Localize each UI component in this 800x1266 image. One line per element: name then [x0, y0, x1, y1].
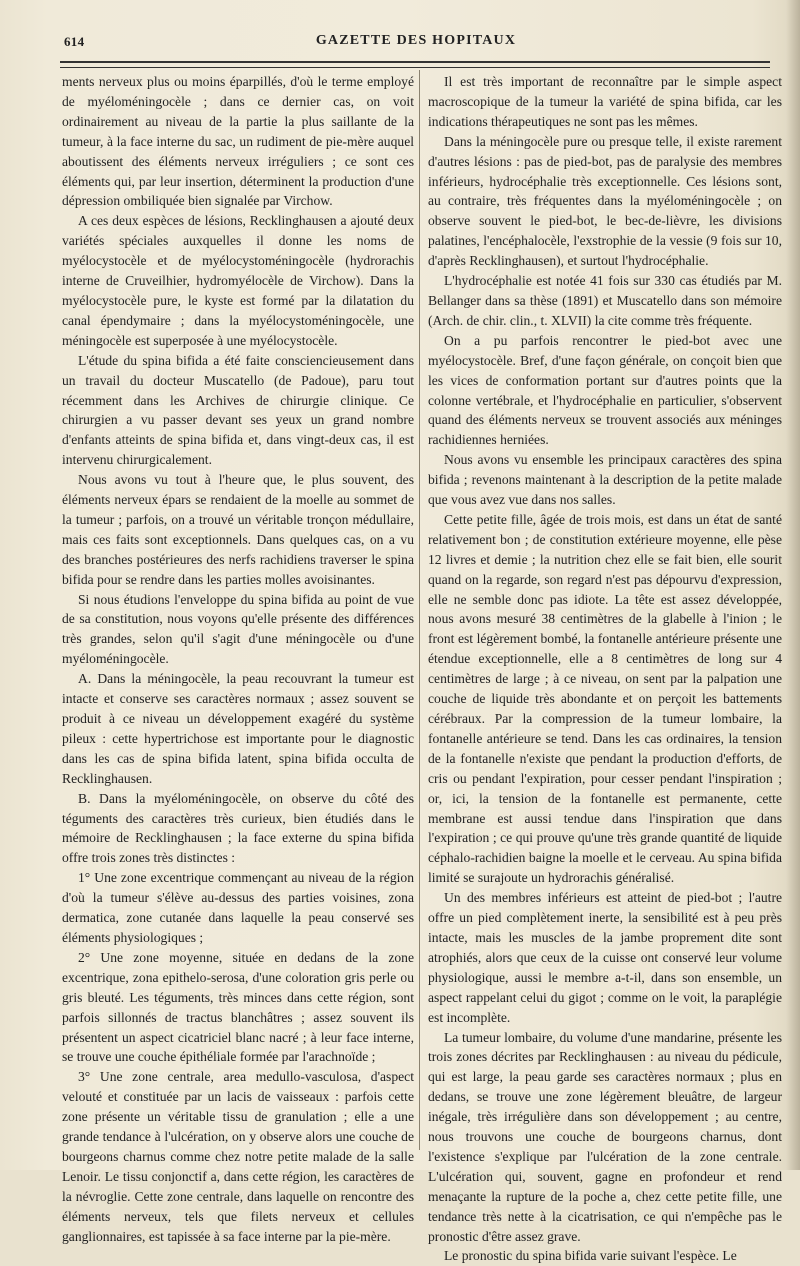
right-column [428, 72, 782, 1266]
paragraph: Nous avons vu ensemble les principaux caractères des spina bifida ; revenons maintenant à la description de la petite malade que vous avez vue dans nos salles. [428, 452, 782, 508]
paragraph: 1° Une zone excentrique commençant au niveau de la région d'où la tumeur s'élève au-dessus des parties voisines, zona dermatica, zone cutanée dans laquelle la peau conservé ses éléments physiologiques ; [62, 870, 414, 945]
page-number: 614 [64, 34, 85, 49]
page-edge-shadow [786, 0, 800, 1170]
paragraph: Nous avons vu tout à l'heure que, le plus souvent, des éléments nerveux épars se rendaient de la moelle au sommet de la tumeur ; parfois, on a trouvé un véritable tronçon médullaire, mais ces faits sont exceptionnels. Dans quelques cas, on a vu des branches postérieures des nerfs rachidiens traverser le spina bifida pour se rendre dans les parties molles avoisinantes. [62, 472, 414, 587]
paragraph: ments nerveux plus ou moins éparpillés, d'où le terme employé de myéloméningocèle ; dans ce dernier cas, on voit ordinairement au niveau de la partie la plus saillante de la tumeur, à la face interne du sac, un rudiment de pie-mère auquel aboutissent des éléments nerveux irréguliers ; ce sont ces éléments qui, par leur insertion, déterminent la production d'une dépression ombiliquée bien signalée par Virchow. [62, 74, 414, 209]
paragraph: 3° Une zone centrale, area medullo-vasculosa, d'aspect velouté et constituée par un lacis de vaisseaux : parfois cette zone présente un véritable tissu de granulation ; elle a une grande tendance à l'ulcération, on y observe alors une couche de bourgeons charnus comme chez notre petite malade de la salle Lenoir. Le tissu conjonctif a, dans cette région, les caractères de la névroglie. Cette zone centrale, dans laquelle on rencontre des éléments nerveux, tels que filets nerveux et cellules ganglionnaires, est tapissée à sa face interne par la pie-mère. [62, 1069, 414, 1244]
header-rule [60, 61, 770, 68]
paragraph: Si nous étudions l'enveloppe du spina bifida au point de vue de sa constitution, nous voyons qu'elle présente des différences très grandes, selon qu'il s'agit d'une méningocèle ou d'une myéloméningocèle. [62, 591, 414, 667]
left-column [62, 72, 414, 1246]
paragraph: L'étude du spina bifida a été faite consciencieusement dans un travail du docteur Muscatello (de Padoue), paru tout récemment dans les Archives de chirurgie clinique. Ce chirurgien a vu passer devant ses yeux un grand nombre d'enfants atteints de spina bifida et, dans vingt-deux cas, il est intervenu chirurgicalement. [62, 352, 414, 468]
running-title: GAZETTE DES HOPITAUX [315, 33, 517, 48]
paragraph: La tumeur lombaire, du volume d'une mandarine, présente les trois zones décrites par Recklinghausen : au niveau du pédicule, qui est large, la peau garde ses caractères normaux ; plus en dedans, se trouve une zone légèrement bleuâtre, de largeur inégale, très irrégulière dans son développement ; au centre, nous trouvons une couche de bourgeons charnus, dont l'existence s'explique par l'ulcération de la zone centrale. L'ulcération qui, souvent, gagne en profondeur et rend menaçante la rupture de la poche a, chez cette petite fille, une tendance très nette à la cicatrisation, ce qui n'empêche pas le pronostic d'être assez grave. [428, 1029, 782, 1244]
paragraph: L'hydrocéphalie est notée 41 fois sur 330 cas étudiés par M. Bellanger dans sa thèse (1891) et Muscatello dans son mémoire (Arch. de chir. clin., t. XLVII) la cite comme très fréquente. [428, 273, 782, 328]
paragraph: A. Dans la méningocèle, la peau recouvrant la tumeur est intacte et conserve ses caractères normaux ; assez souvent se produit à ce niveau un développement exagéré du système pileux : cette hypertrichose est importante pour le diagnostic dans les cas de spina bifida latent, spina bifida occulta de Recklinghausen. [62, 671, 414, 786]
paragraph: 2° Une zone moyenne, située en dedans de la zone excentrique, zona epithelo-serosa, d'une coloration gris perle ou gris bleuté. Les téguments, très minces dans cette région, sont parfois sillonnés de tractus blanchâtres ; assez souvent ils présentent un aspect cicatriciel blanc nacré ; à leur face interne, se trouve une couche épithéliale formée par l'arachnoïde ; [62, 949, 414, 1065]
page-header [60, 32, 772, 58]
column-divider [419, 70, 420, 1150]
paragraph: A ces deux espèces de lésions, Recklinghausen a ajouté deux variétés spéciales auxquelles il donne les noms de myélocystocèle et de myélocystoméningocèle (hydrorachis interne de Cruveilhier, hydromyélocèle de Virchow). Dans la myélocystocèle pure, le kyste est formé par la dilatation du canal épendymaire ; dans la myélocystoméningocèle, une méningocèle est superposée à une myélocystocèle. [62, 213, 414, 348]
paragraph: Dans la méningocèle pure ou presque telle, il existe rarement d'autres lésions : pas de pied-bot, pas de paralysie des membres inférieurs, hydrocéphalie très exceptionnelle. Ces lésions sont, au contraire, très fréquentes dans la myéloméningocèle ; on observe souvent le pied-bot, le bec-de-lièvre, les divisions palatines, l'encéphalocèle, l'exstrophie de la vessie (9 fois sur 10, d'après Recklinghausen), et surtout l'hydrocéphalie. [428, 133, 782, 269]
paragraph: Cette petite fille, âgée de trois mois, est dans un état de santé relativement bon ; de constitution extérieure moyenne, elle pèse 12 livres et demie ; la nutrition chez elle se fait bien, elle sourit quand on la regarde, son regard n'est pas dépourvu d'expression, elle ne semble donc pas idiote. La tête est assez développée, nous avons mesuré 38 centimètres de la glabelle à l'inion ; le front est légèrement bombé, la fontanelle antérieure présente une étendue exceptionnelle, elle a 8 centimètres de long sur 4 centimètres de large ; à ce niveau, on sent par la palpation une couche de liquide très abondante et on perçoit les battements cérébraux. Par la compression de la tumeur lombaire, la fontanelle antérieure se tend. Dans les cas ordinaires, la tension de la fontanelle n'existe que pendant la production d'efforts, de cris ou pendant l'expiration, pour cesser pendant l'inspiration ; or, ici, la tension de la fontanelle est permanente, cette membrane est aussi tendue dans l'inspiration que dans l'expiration ; ce qui prouve qu'une très grande quantité de liquide céphalo-rachidien baigne la moelle et le cerveau. Au spina bifida limité se surajoute un hydrorachis généralisé. [428, 511, 782, 886]
paragraph: Un des membres inférieurs est atteint de pied-bot ; l'autre offre un pied complètement inerte, la sensibilité est à peu près intacte, mais les muscles de la jambe proprement dite sont atrophiés, alors que ceux de la cuisse ont conservé leur volume physiologique, aussi le membre a-t-il, dans son ensemble, un aspect rappelant celui du gigot ; comme on le voit, la paraplégie est incomplète. [428, 890, 782, 1025]
paragraph: On a pu parfois rencontrer le pied-bot avec une myélocystocèle. Bref, d'une façon générale, on conçoit bien que les vices de conformation portant sur d'autres points que la colonne vertébrale, et l'hydrocéphalie en particulier, s'observent quand des éléments nerveux se trouvent associés aux méninges rachidiennes herniées. [428, 332, 782, 448]
paragraph: Il est très important de reconnaître par le simple aspect macroscopique de la tumeur la variété de spina bifida, car les indications thérapeutiques ne sont pas les mêmes. [428, 74, 782, 129]
paragraph: B. Dans la myéloméningocèle, on observe du côté des téguments des caractères très curieux, bien étudiés dans le mémoire de Recklinghausen ; la face externe du spina bifida offre trois zones très distinctes : [62, 790, 414, 866]
paragraph: Le pronostic du spina bifida varie suivant l'espèce. Le [444, 1248, 737, 1264]
